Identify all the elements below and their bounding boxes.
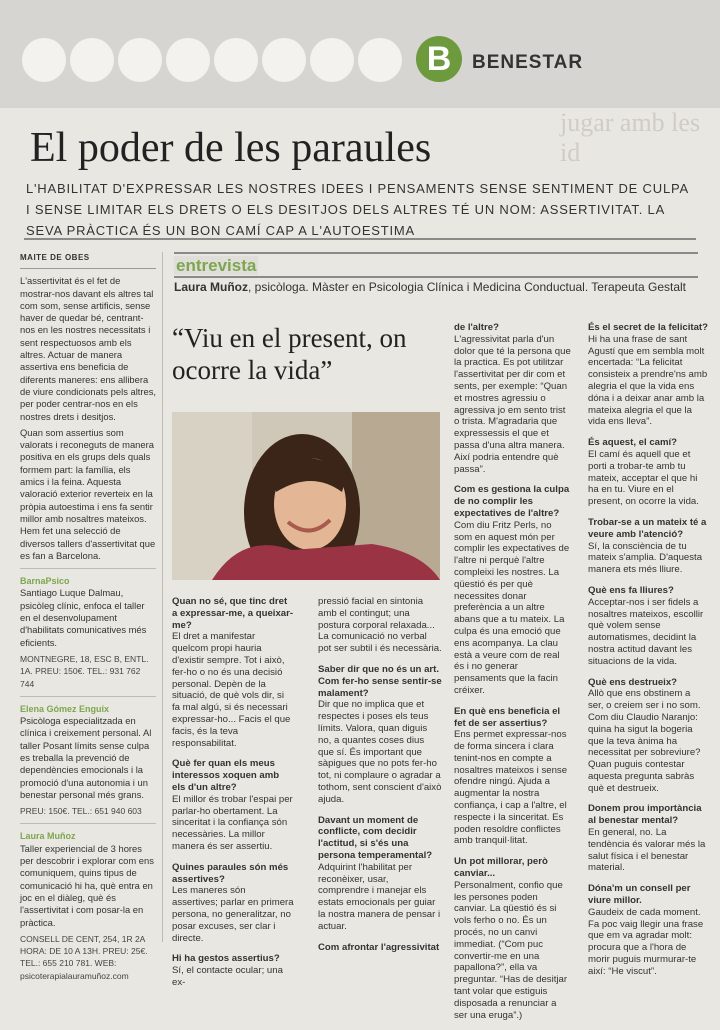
question: És aquest, el camí?	[588, 437, 678, 449]
question: Què fer quan els meus interessos xoquen amb els d'un altre?	[172, 758, 280, 793]
answer: Ens permet expressar-nos de forma sincera i clara tenint-nos en compte a nosaltres mateixos i sense ofendre ningú. Ajuda a augmentar la nostra confiança, i cap a l'altre, el respecte i la sinceritat. Es poden resoldre conflictes amb tranquil·litat.	[454, 729, 568, 847]
divider	[20, 823, 156, 824]
question: Dóna'm un consell per viure millor.	[588, 883, 691, 907]
section-logo-icon: B	[416, 36, 462, 82]
question: Trobar-se a un mateix té a veure amb l'atenció?	[588, 516, 707, 540]
sidebar-paragraph: L'assertivitat és el fet de mostrar-nos davant els altres tal com som, sense artificis, sense haver de quedar bé, centrant-nos en les nostres necessitats i sent respectuosos amb els altres. Actuar de manera assertiva ens beneficia de diferents maneres: ens allibera de viure condicionats pels altres, per poder centrar-nos en els nostres drets i desitjos.	[20, 275, 157, 422]
divider	[24, 238, 696, 240]
article-title: El poder de les paraules	[30, 125, 432, 171]
question: Què ens destrueix?	[588, 676, 678, 688]
question: Hi ha gestos assertius?	[172, 953, 280, 965]
answer: Sí, la consciència de tu mateix s'amplia. D'aquesta manera ets més lliure.	[588, 540, 703, 576]
bleed-through-text: jugar amb les id	[560, 108, 701, 167]
centre-description: Santiago Luque Dalmau, psicòleg clínic, enfoca el taller en el desenvolupament d'habilitats comunicatives més eficients.	[20, 587, 147, 648]
question: Davant un moment de conflicte, com decidir l'actitud, si s'és una persona temperamental?	[318, 814, 433, 861]
answer: Hi ha una frase de sant Agustí que em sembla molt encertada: “La felicitat consisteix a prendre'ns amb alegria el que la vida ens dóna i a deixar anar amb la mateixa alegria el que la vida ens lleva”.	[588, 333, 708, 428]
decorative-dots	[22, 38, 402, 82]
interviewee-role: , psicòloga. Màster en Psicologia Clínica i Medicina Conductual. Terapeuta Gestalt	[248, 280, 687, 294]
centre-address: MONTNEGRE, 18, ESC B, ENTL. 1A. PREU: 150€. TEL.: 931 762 744	[20, 653, 149, 689]
answer: El dret a manifestar quelcom propi hauria d'existir sempre. Tot i això, fer-ho o no és una decisió personal. Depèn de la situació, de què vols dir, si fa mal algú, si és necessari expressar-ho... Facis el que facis, és la teva responsabilitat.	[172, 631, 291, 749]
answer: El camí és aquell que et porti a trobar-te amb tu mateix, acceptar el que hi ha en tu. Viure en el present, on ocorre la vida.	[588, 448, 699, 508]
question: Què ens fa lliures?	[588, 584, 674, 596]
centre-description: Taller experiencial de 3 hores per descobrir i explorar com ens comuniquem, quins tipus de comunicació hi ha, què entra en joc en el diàleg, què és l'assertivitat i com posar-la en pràctica.	[20, 842, 154, 928]
answer: pressió facial en sintonia amb el contingut; una postura corporal relaxada... La comunicació no verbal pot ser subtil i és necessària.	[318, 596, 442, 655]
answer: L'agressivitat parla d'un dolor que té la persona que la practica. Es pot utilitzar l'assertivitat per dir com et sents, per exemple: “Quan et mostres agressiu o agressiva jo em sento trist o trista. M'agradaria que expressessis el que et passa d'una altra manera. Així podria entendre què passa”.	[454, 333, 571, 475]
question: Com afrontar l'agressivitat	[318, 941, 440, 953]
centre-description: Psicòloga especialitzada en clínica i creixement personal. Al taller Posant límits sense culpa es treballa la prevenció de dependències emocionals i la promoció d'una autonomia i un benestar personal més grans.	[20, 715, 152, 800]
question: Com es gestiona la culpa de no complir les expectatives de l'altre?	[454, 484, 570, 519]
question: de l'altre?	[454, 322, 499, 333]
interview-column-4	[588, 322, 708, 987]
answer: Les maneres són assertives; parlar en primera persona, no generalitzar, no posar excuses, ser clar i directe.	[172, 885, 294, 944]
section-header-band	[0, 0, 720, 108]
portrait-photo	[172, 412, 440, 580]
divider	[20, 696, 156, 697]
question: Saber dir que no és un art. Com fer-ho sense sentir-se malament?	[318, 663, 442, 699]
column-rule	[162, 252, 163, 942]
question: Quines paraules són més assertives?	[172, 861, 289, 885]
answer: En general, no. La tendència és valorar més la salut física i el benestar material.	[588, 827, 706, 874]
answer: Com diu Fritz Perls, no som en aquest món per complir les expectatives de l'altre ni perquè l'altre compleixi les nostres. La qüestió és per què necessites donar preferència a un altre abans que a tu mateix. La culpa és una emoció que ens acompanya. La clau està a veure com de real és i no generar pensaments que la facin créixer.	[454, 519, 570, 696]
interviewee-byline	[174, 280, 686, 294]
question: És el secret de la felicitat?	[588, 322, 708, 333]
answer: El millor és trobar l'espai per parlar-ho obertament. La sinceritat i la confiança són necessàries. La millor manera és ser assertiu.	[172, 793, 293, 852]
question: Un pot millorar, però canviar...	[454, 856, 548, 880]
centre-name: BarnaPsico	[20, 576, 70, 587]
interview-header	[174, 252, 698, 278]
interviewee-name: Laura Muñoz	[174, 280, 248, 294]
answer: Dir que no implica que et respectes i poses els teus límits. Valora, quan diguis no, a quantes coses dius que sí. És important que sàpigues que no pots fer-ho tot, ni complaure o agradar a tothom, sent conscient d'això ajuda.	[318, 699, 442, 805]
answer: Gaudeix de cada moment. Fa poc vaig llegir una frase que em va agradar molt: procura que a l'hora de morir puguis murmurar-te així: “He viscut”.	[588, 906, 704, 977]
centre-name: Laura Muñoz	[20, 831, 76, 842]
answer: Allò que ens obstinem a ser, o creiem ser i no som. Com diu Claudio Naranjo: quina ha sigut la bogeria que la teva ànima ha necessitat per sobreviure? Quan puguis contestar aquesta pregunta sabràs què et destrueix.	[588, 688, 701, 794]
answer: Acceptar-nos i ser fidels a nosaltres mateixos, escollir què volem sense automatismes, decidint la nostra actitud davant les situacions de la vida.	[588, 596, 704, 667]
question: En què ens beneficia el fet de ser assertius?	[454, 705, 561, 729]
divider	[20, 568, 156, 569]
section-name: BENESTAR	[472, 52, 584, 73]
centre-address: CONSELL DE CENT, 254, 1R 2A HORA: DE 10 A 13H. PREU: 25€. TEL.: 655 210 781. WEB: psicoterapialauramuñoz.com	[20, 933, 148, 981]
article-lede: L'HABILITAT D'EXPRESSAR LES NOSTRES IDEES I PENSAMENTS SENSE SENTIMENT DE CULPA I SENSE LIMITAR ELS DRETS O ELS DESITJOS DELS ALTRES TÉ UN NOM: ASSERTIVITAT. LA SEVA PRÀCTICA ÉS UN BON CAMÍ CAP A L'AUTOESTIMA	[26, 181, 689, 238]
answer: Personalment, confio que les persones poden canviar. La qüestió és si vols ferho o no. És un procés, no un canvi immediat. (“Com puc convertir-me en una papallona?”, ella va preguntar. “Has de desitjar tant volar que estiguis disposada a renunciar a ser una eruga”.)	[454, 879, 568, 1021]
author-byline: MAITE DE OBES	[20, 252, 156, 269]
interview-tag: entrevista	[176, 256, 257, 275]
answer: Sí, el contacte ocular; una ex-	[172, 965, 283, 988]
answer: Adquirint l'habilitat per reconèixer, usar, comprendre i manejar els estats emocionals per guiar la nostra manera de pensar i actuar.	[318, 861, 441, 932]
interview-column-1	[172, 596, 294, 998]
centre-address: PREU: 150€. TEL.: 651 940 603	[20, 806, 142, 817]
centre-name: Elena Gómez Enguix	[20, 703, 110, 714]
pull-quote: “Viu en el present, on ocorre la vida”	[172, 323, 407, 385]
question: Donem prou importància al benestar mental?	[588, 803, 702, 827]
interview-column-2	[318, 596, 442, 953]
interview-column-3	[454, 322, 572, 1030]
sidebar-paragraph: Quan som assertius som valorats i reconeguts de manera positiva en els grups dels quals formem part: la família, els amics i la feina. Aquesta valoració exterior reverteix en la pròpia autoestima i ens fa sentir millor amb nosaltres mateixos. Hem fet una selecció de diversos tallers d'assertivitat que es fan a Barcelona.	[20, 426, 156, 561]
question: Quan no sé, que tinc dret a expressar-me, a queixar-me?	[172, 596, 294, 631]
sidebar-column	[20, 252, 156, 986]
